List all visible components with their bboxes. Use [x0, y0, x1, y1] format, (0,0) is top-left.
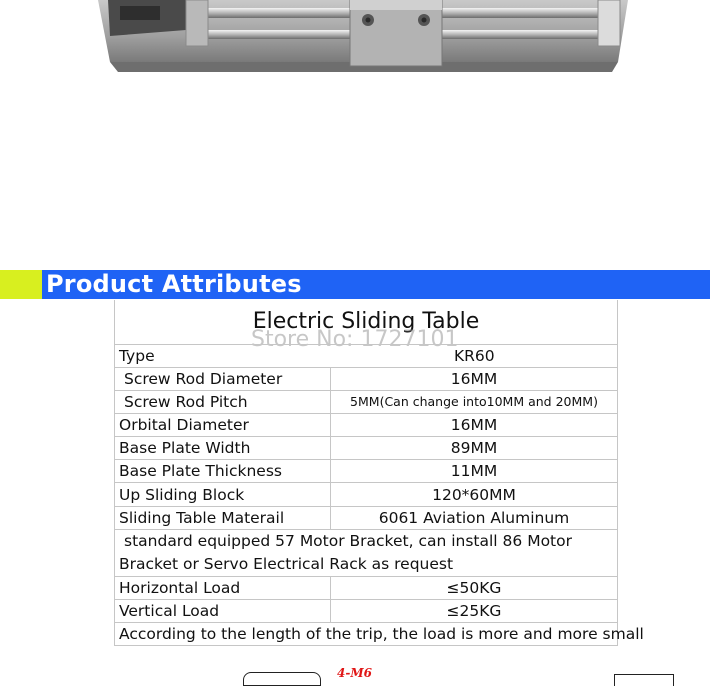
row-label: Horizontal Load — [119, 579, 241, 597]
row-label: Screw Rod Pitch — [124, 393, 248, 411]
row-value: ≤25KG — [446, 602, 502, 620]
table-row — [115, 436, 617, 459]
table-row — [115, 506, 617, 529]
row-label: Base Plate Width — [119, 439, 251, 457]
row-label: Up Sliding Block — [119, 486, 245, 504]
spec-table — [114, 300, 644, 646]
row-label: According to the length of the trip, the load is more and more small — [119, 625, 644, 643]
row-label: Sliding Table Materail — [119, 509, 285, 527]
table-row — [115, 367, 617, 390]
row-value: 89MM — [450, 439, 498, 457]
table-row — [115, 576, 617, 599]
dimension-label: 4-M6 — [337, 666, 372, 680]
row-value: 5MM(Can change into10MM and 20MM) — [350, 394, 598, 409]
table-note-row — [115, 529, 617, 576]
table-row-footer-note — [115, 622, 644, 645]
row-value: 16MM — [450, 370, 498, 388]
table-row — [115, 599, 617, 622]
row-label: Screw Rod Diameter — [124, 370, 283, 388]
note-line: standard equipped 57 Motor Bracket, can install 86 Motor — [124, 532, 572, 550]
drawing-fragment — [614, 674, 674, 686]
table-row — [115, 459, 617, 482]
table-row — [115, 482, 617, 506]
row-value: KR60 — [454, 347, 495, 365]
header-accent-block — [0, 270, 42, 299]
table-row — [115, 344, 617, 367]
row-label: Type — [119, 347, 155, 365]
row-label: Base Plate Thickness — [119, 462, 282, 480]
row-value: 120*60MM — [432, 486, 516, 504]
store-watermark: Store No: 1727101 — [251, 327, 459, 352]
row-value: ≤50KG — [446, 579, 502, 597]
row-value: 16MM — [450, 416, 498, 434]
table-title: Electric Sliding Table — [252, 309, 480, 334]
note-line: Bracket or Servo Electrical Rack as request — [119, 555, 454, 573]
product-photo — [0, 0, 710, 90]
drawing-fragment — [243, 672, 321, 686]
row-value: 6061 Aviation Aluminum — [378, 509, 570, 527]
row-label: Vertical Load — [119, 602, 220, 620]
section-header-title: Product Attributes — [46, 270, 302, 298]
table-row — [115, 390, 617, 413]
row-label: Orbital Diameter — [119, 416, 249, 434]
row-value: 11MM — [450, 462, 498, 480]
table-row — [115, 413, 617, 436]
